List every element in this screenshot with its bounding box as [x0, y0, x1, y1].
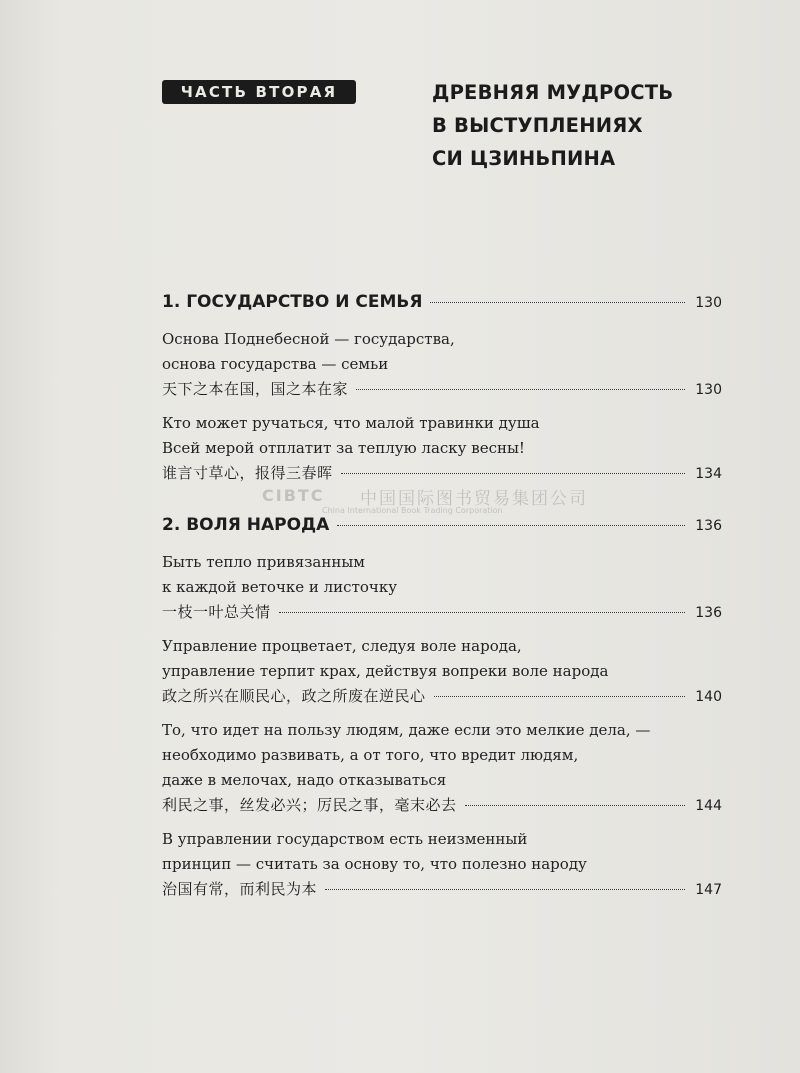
- entry-text: управление терпит крах, действуя вопреки воле народа: [162, 662, 609, 680]
- entry-text: основа государства — семьи: [162, 355, 389, 373]
- dot-leader: [430, 302, 685, 303]
- page-number: 136: [695, 605, 722, 621]
- page-number: 140: [695, 689, 722, 705]
- watermark-english: China International Book Trading Corporation: [322, 506, 503, 515]
- section-heading[interactable]: [162, 515, 722, 535]
- toc-entry[interactable]: [162, 685, 722, 706]
- page-number: 147: [695, 882, 722, 898]
- dot-leader: [279, 612, 686, 613]
- page-number: 144: [695, 798, 722, 814]
- title-line: В ВЫСТУПЛЕНИЯХ: [432, 114, 643, 137]
- page-number: 134: [695, 466, 722, 482]
- chinese-quote: 谁言寸草心，报得三春晖: [162, 464, 333, 482]
- dot-leader: [465, 805, 686, 806]
- entry-text: даже в мелочах, надо отказываться: [162, 771, 447, 789]
- dot-leader: [341, 473, 686, 474]
- dot-leader: [337, 525, 685, 526]
- chinese-quote: 政之所兴在顺民心，政之所废在逆民心: [162, 687, 426, 705]
- watermark-logo: CIBTC: [262, 486, 325, 505]
- entry-text: Кто может ручаться, что малой травинки душа: [162, 414, 540, 432]
- entry-text: к каждой веточке и листочку: [162, 578, 398, 596]
- toc-entry[interactable]: [162, 794, 722, 815]
- entry-text: принцип — считать за основу то, что полезно народу: [162, 855, 587, 873]
- dot-leader: [325, 889, 685, 890]
- chinese-quote: 治国有常，而利民为本: [162, 880, 318, 898]
- page-number: 130: [695, 295, 722, 311]
- entry-text: Управление процветает, следуя воле народа,: [162, 637, 522, 655]
- watermark-chinese: 中国国际图书贸易集团公司: [360, 489, 588, 509]
- toc-entry[interactable]: [162, 878, 722, 899]
- page-number: 130: [695, 382, 722, 398]
- dot-leader: [434, 696, 686, 697]
- toc-entry[interactable]: [162, 378, 722, 399]
- entry-text: Всей мерой отплатит за теплую ласку весны!: [162, 439, 525, 457]
- part-label: ЧАСТЬ ВТОРАЯ: [162, 80, 356, 104]
- publisher-watermark: [262, 484, 588, 518]
- section-title: 2. ВОЛЯ НАРОДА: [162, 515, 330, 535]
- title-line: СИ ЦЗИНЬПИНА: [432, 147, 616, 170]
- entry-text: В управлении государством есть неизменный: [162, 830, 528, 848]
- entry-text: То, что идет на пользу людям, даже если это мелкие дела, —: [162, 721, 651, 739]
- chinese-quote: 一枝一叶总关情: [162, 603, 271, 621]
- dot-leader: [356, 389, 685, 390]
- part-title: [432, 76, 732, 175]
- page-number: 136: [695, 518, 722, 534]
- toc-entry[interactable]: [162, 601, 722, 622]
- section-title: 1. ГОСУДАРСТВО И СЕМЬЯ: [162, 292, 423, 312]
- entry-text: Быть тепло привязанным: [162, 553, 365, 571]
- section-heading[interactable]: [162, 292, 722, 312]
- chinese-quote: 利民之事，丝发必兴；厉民之事，毫末必去: [162, 796, 457, 814]
- entry-text: Основа Поднебесной — государства,: [162, 330, 455, 348]
- toc-entry[interactable]: [162, 462, 722, 483]
- entry-text: необходимо развивать, а от того, что вредит людям,: [162, 746, 579, 764]
- chinese-quote: 天下之本在国，国之本在家: [162, 380, 349, 398]
- title-line: ДРЕВНЯЯ МУДРОСТЬ: [432, 81, 674, 104]
